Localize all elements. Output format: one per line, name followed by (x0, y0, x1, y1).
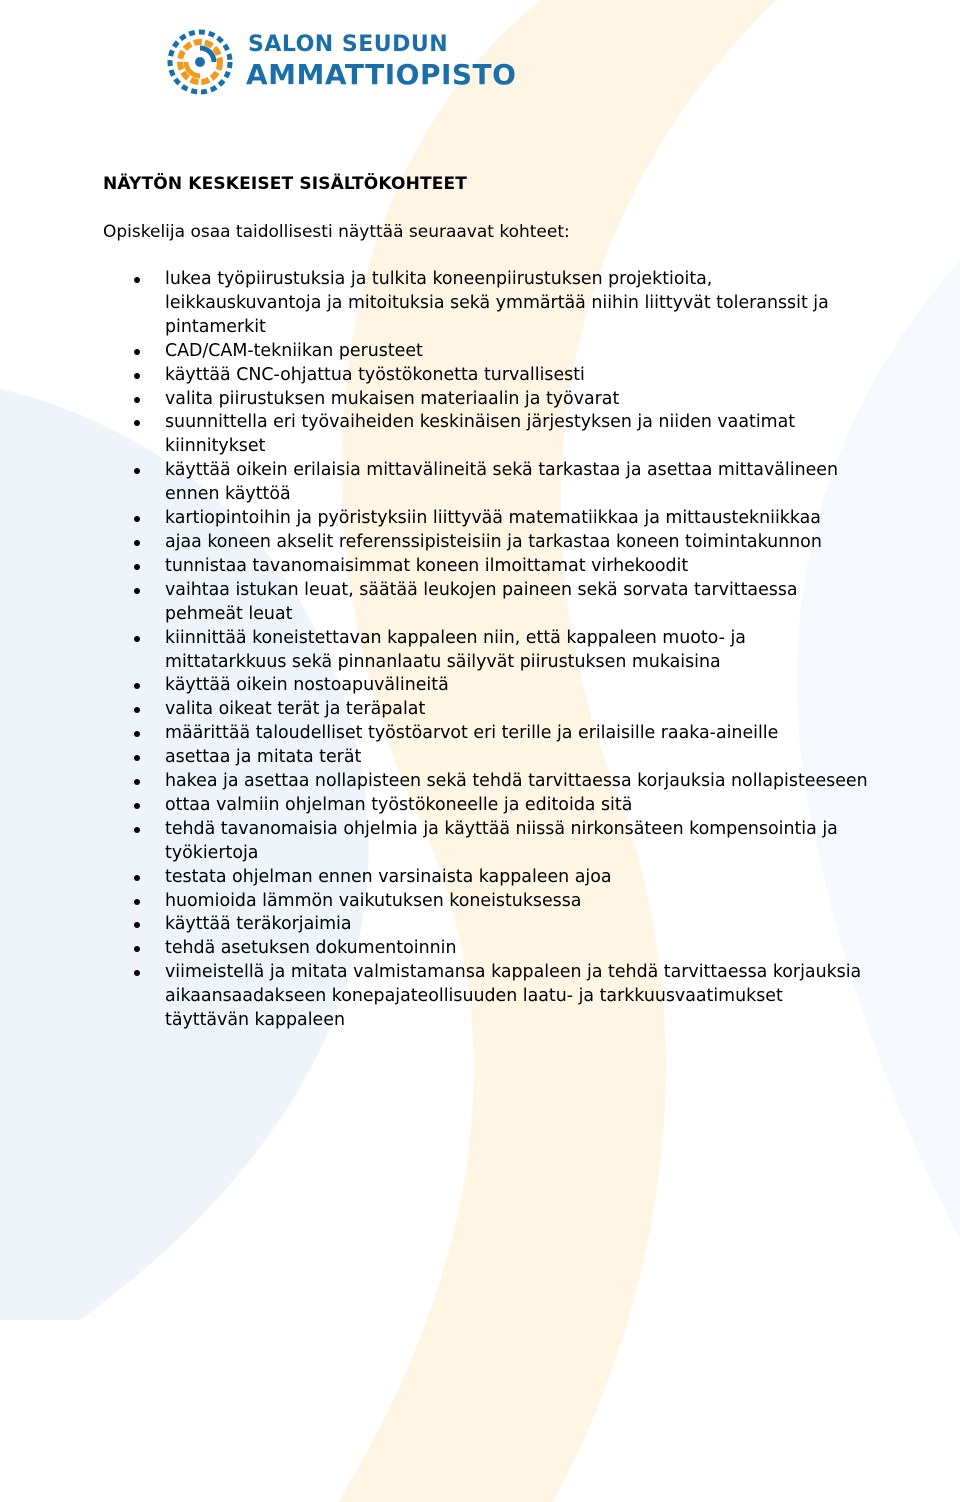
list-item: hakea ja asettaa nollapisteen sekä tehdä tarvittaessa korjauksia nollapisteeseen (103, 770, 960, 794)
list-item: määrittää taloudelliset työstöarvot eri terille ja erilaisille raaka-aineille (103, 722, 960, 746)
list-item: lukea työpiirustuksia ja tulkita koneenpiirustuksen projektioita, leikkauskuvantoja ja mitoituksia sekä ymmärtää niihin liittyvät toleranssit ja pintamerkit (103, 268, 960, 340)
list-item: tehdä tavanomaisia ohjelmia ja käyttää niissä nirkonsäteen kompensointia ja työkiertoja (103, 818, 960, 866)
list-item: käyttää oikein nostoapuvälineitä (103, 674, 960, 698)
list-item: vaihtaa istukan leuat, säätää leukojen paineen sekä sorvata tarvittaessa pehmeät leuat (103, 579, 960, 627)
document-body (103, 172, 960, 1033)
list-item: valita oikeat terät ja teräpalat (103, 698, 960, 722)
list-item: tunnistaa tavanomaisimmat koneen ilmoittamat virhekoodit (103, 555, 960, 579)
list-item: tehdä asetuksen dokumentoinnin (103, 937, 960, 961)
list-item: kiinnittää koneistettavan kappaleen niin, että kappaleen muoto- ja mittatarkkuus sekä pinnanlaatu säilyvät piirustuksen mukaisina (103, 627, 960, 675)
list-item: ottaa valmiin ohjelman työstökoneelle ja editoida sitä (103, 794, 960, 818)
sun-swirl-logo-icon (164, 26, 236, 98)
content-list (103, 268, 960, 1033)
list-item: käyttää oikein erilaisia mittavälineitä sekä tarkastaa ja asettaa mittavälineen ennen käyttöä (103, 459, 960, 507)
page-title: NÄYTÖN KESKEISET SISÄLTÖKOHTEET (103, 174, 467, 194)
list-item: ajaa koneen akselit referenssipisteisiin ja tarkastaa koneen toimintakunnon (103, 531, 960, 555)
list-item: testata ohjelman ennen varsinaista kappaleen ajoa (103, 866, 960, 890)
intro-text: Opiskelija osaa taidollisesti näyttää seuraavat kohteet: (103, 222, 570, 242)
list-item: asettaa ja mitata terät (103, 746, 960, 770)
list-item: suunnittella eri työvaiheiden keskinäisen järjestyksen ja niiden vaatimat kiinnitykset (103, 411, 960, 459)
list-item: CAD/CAM-tekniikan perusteet (103, 340, 960, 364)
list-item: huomioida lämmön vaikutuksen koneistuksessa (103, 890, 960, 914)
list-item: käyttää CNC-ohjattua työstökonetta turvallisesti (103, 364, 960, 388)
list-item: käyttää teräkorjaimia (103, 913, 960, 937)
list-item: viimeistellä ja mitata valmistamansa kappaleen ja tehdä tarvittaessa korjauksia aikaansaadakseen konepajateollisuuden laatu- ja tarkkuusvaatimukset täyttävän kappaleen (103, 961, 960, 1033)
school-logo (164, 26, 544, 98)
logo-text-line2: AMMATTIOPISTO (246, 58, 517, 91)
list-item: kartiopintoihin ja pyöristyksiin liittyvää matematiikkaa ja mittaustekniikkaa (103, 507, 960, 531)
list-item: valita piirustuksen mukaisen materiaalin ja työvarat (103, 388, 960, 412)
logo-text-line1: SALON SEUDUN (248, 32, 449, 57)
